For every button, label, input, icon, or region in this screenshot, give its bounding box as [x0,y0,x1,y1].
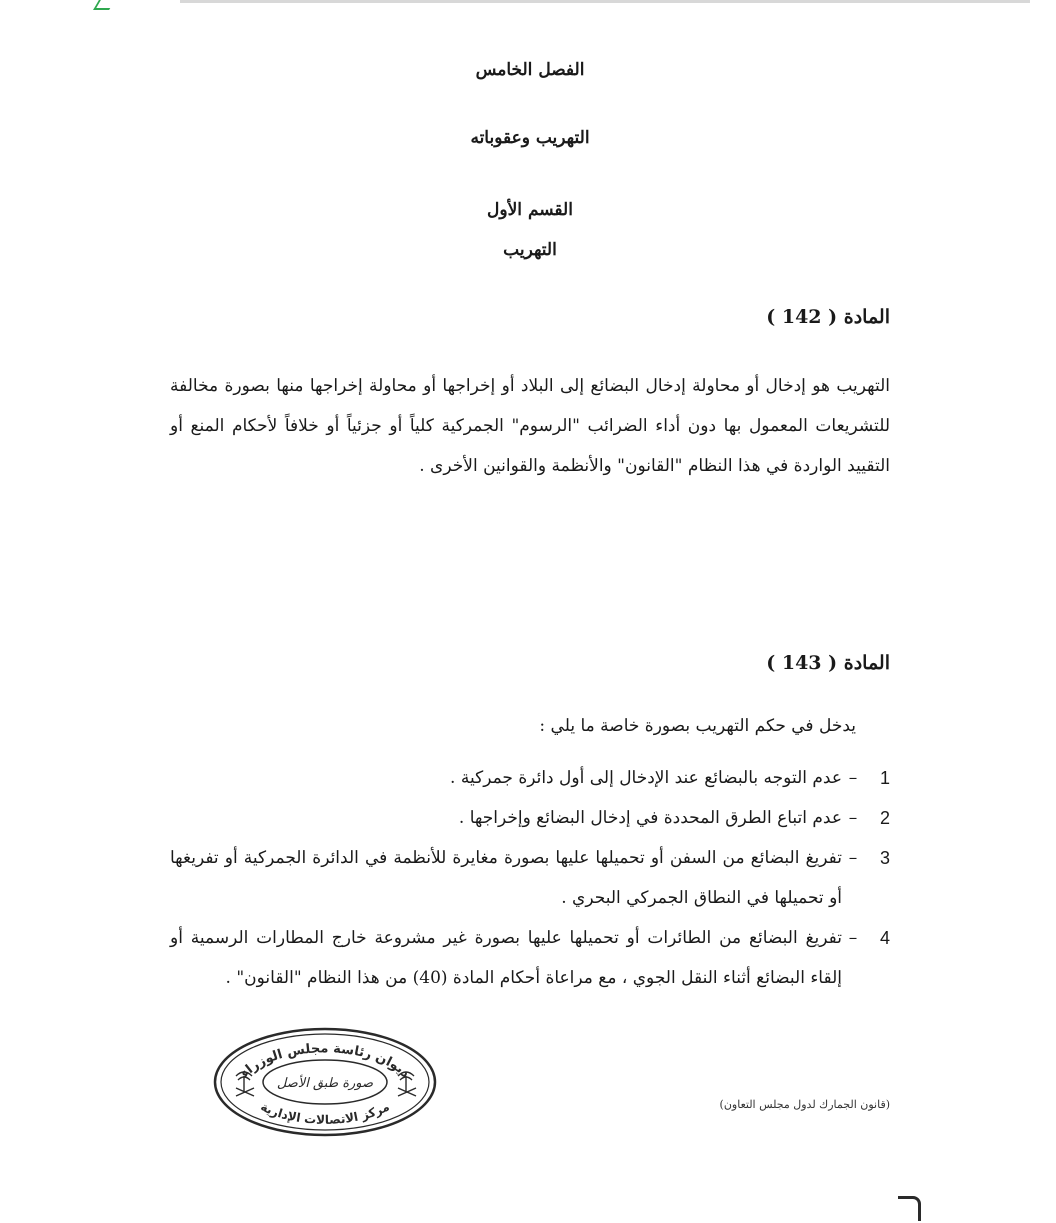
footer-source-note: (قانون الجمارك لدول مجلس التعاون) [719,1098,890,1111]
section-title: التهريب [503,240,557,260]
list-item-text: تفريغ البضائع من السفن أو تحميلها عليها بصورة مغايرة للأنظمة في الدائرة الجمركية أو تفريغها أو تحميلها في النطاق الجمركي البحري . [170,848,842,908]
list-item-dash: – [848,808,858,828]
list-item [170,918,890,998]
section-heading: القسم الأول [487,200,573,220]
list-item-dash: – [848,768,858,788]
article-143-items [170,758,890,998]
corner-check-mark [93,0,115,10]
page-corner-mark [898,1196,921,1221]
list-item [170,838,890,918]
official-seal-stamp [212,1026,438,1138]
seal-graphic [212,1026,438,1138]
chapter-title: التهريب وعقوباته [470,128,590,148]
list-item-number: 3 [879,848,890,868]
list-item-dash: – [848,928,858,948]
seal-center-text: صورة طبق الأصل [276,1076,374,1091]
article-142-text: التهريب هو إدخال أو محاولة إدخال البضائع إلى البلاد أو إخراجها أو محاولة إخراجها منها بصورة مخالفة للتشريعات المعمول بها دون أداء الضرائب "الرسوم" الجمركية كلياً أو جزئياً أو خلافاً لأحكام المنع أو التقييد الواردة في هذا النظام "القانون" والأنظمة والقوانين الأخرى . [170,376,890,476]
article-143-heading: المادة ( 143 ) [766,652,890,674]
list-item-text: عدم التوجه بالبضائع عند الإدخال إلى أول دائرة جمركية . [450,768,842,788]
list-item [170,758,890,798]
scan-top-edge [180,0,1030,3]
article-142-heading: المادة ( 142 ) [766,306,890,328]
article-143-intro: يدخل في حكم التهريب بصورة خاصة ما يلي : [539,716,856,736]
list-item-text: عدم اتباع الطرق المحددة في إدخال البضائع وإخراجها . [458,808,842,828]
seal-top-text: ديوان رئاسة مجلس الوزراء [237,1041,413,1082]
list-item-dash: – [848,848,858,868]
list-item-text: تفريغ البضائع من الطائرات أو تحميلها عليها بصورة غير مشروعة خارج المطارات الرسمية أو إلقاء البضائع أثناء النقل الجوي ، مع مراعاة أحكام المادة (40) من هذا النظام "القانون" . [170,928,842,988]
chapter-heading: الفصل الخامس [475,60,585,80]
list-item-number: 4 [879,928,890,948]
list-item-number: 2 [879,808,890,828]
list-item-number: 1 [879,768,890,788]
seal-bottom-text: مركز الاتصالات الإدارية [258,1099,392,1127]
list-item [170,798,890,838]
